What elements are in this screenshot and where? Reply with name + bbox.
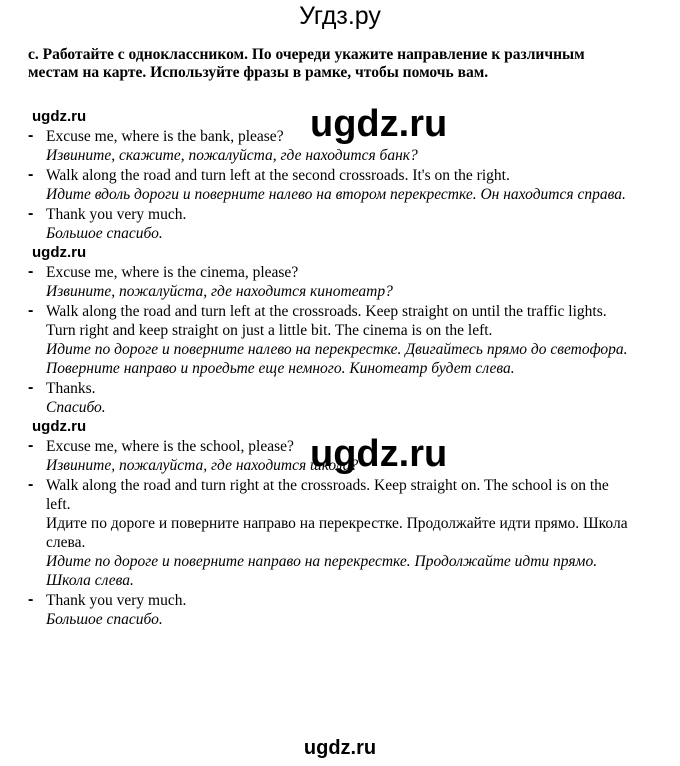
- dialogue-line: [28, 166, 628, 204]
- dash-bullet: -: [28, 379, 34, 396]
- russian-translation: Извините, скажите, пожалуйста, где находится банк?: [46, 147, 418, 164]
- english-line: Thank you very much.: [46, 592, 187, 609]
- english-line: Excuse me, where is the cinema, please?: [46, 264, 299, 281]
- english-line: Excuse me, where is the bank, please?: [46, 128, 284, 145]
- dash-bullet: -: [28, 205, 34, 222]
- russian-translation: Большое спасибо.: [46, 611, 163, 628]
- dash-bullet: -: [28, 263, 34, 280]
- dialogue-line: [28, 591, 628, 629]
- dialogue-line: [28, 263, 628, 301]
- dash-bullet: -: [28, 166, 34, 183]
- russian-translation: Большое спасибо.: [46, 225, 163, 242]
- russian-translation: Извините, пожалуйста, где находится школа?: [46, 457, 359, 474]
- dash-bullet: -: [28, 302, 34, 319]
- dash-bullet: -: [28, 476, 34, 493]
- russian-translation: Идите вдоль дороги и поверните налево на втором перекрестке. Он находится справа.: [46, 186, 626, 203]
- english-line: Walk along the road and turn left at the second crossroads. It's on the right.: [46, 167, 510, 184]
- russian-translation: Спасибо.: [46, 399, 106, 416]
- russian-translation: Идите по дороге и поверните направо на перекрестке. Продолжайте идти прямо. Школа слева.: [46, 553, 598, 589]
- watermark-small: ugdz.ru: [32, 108, 87, 125]
- dash-bullet: -: [28, 437, 34, 454]
- watermark-small: ugdz.ru: [32, 418, 87, 435]
- watermark-large: ugdz.ru: [310, 103, 448, 145]
- english-line: Thanks.: [46, 380, 96, 397]
- dash-bullet: -: [28, 591, 34, 608]
- english-line: Thank you very much.: [46, 206, 187, 223]
- dialogues-content: [28, 108, 628, 630]
- english-line: Walk along the road and turn left at the crossroads. Keep straight on until the traffic lights. Turn right and keep straight on just a little bit. The cinema is on the left.: [46, 303, 607, 339]
- watermark-small: ugdz.ru: [32, 244, 87, 261]
- russian-plain-translation: Идите по дороге и поверните направо на перекрестке. Продолжайте идти прямо. Школа слева.: [46, 515, 628, 551]
- russian-translation: Извините, пожалуйста, где находится кинотеатр?: [46, 283, 393, 300]
- dialogue-line: [28, 476, 628, 590]
- dialogue-line: [28, 205, 628, 243]
- english-line: Walk along the road and turn right at the crossroads. Keep straight on. The school is on the left.: [46, 477, 609, 513]
- watermark-large: ugdz.ru: [310, 433, 448, 475]
- dash-bullet: -: [28, 127, 34, 144]
- dialogue-cinema: [28, 244, 628, 417]
- watermark-bottom: ugdz.ru: [303, 737, 377, 759]
- russian-translation: Идите по дороге и поверните налево на перекрестке. Двигайтесь прямо до светофора. Поверните направо и проедьте еще немного. Кинотеатр будет слева.: [46, 341, 628, 377]
- english-line: Excuse me, where is the school, please?: [46, 438, 294, 455]
- task-instruction: с. Работайте с одноклассником. По очереди укажите направление к различным местам на карте. Используйте фразы в рамке, чтобы помочь вам.: [28, 46, 585, 81]
- site-title: Угдз.ру: [299, 2, 381, 30]
- dialogue-line: [28, 379, 628, 417]
- dialogue-line: [28, 302, 628, 378]
